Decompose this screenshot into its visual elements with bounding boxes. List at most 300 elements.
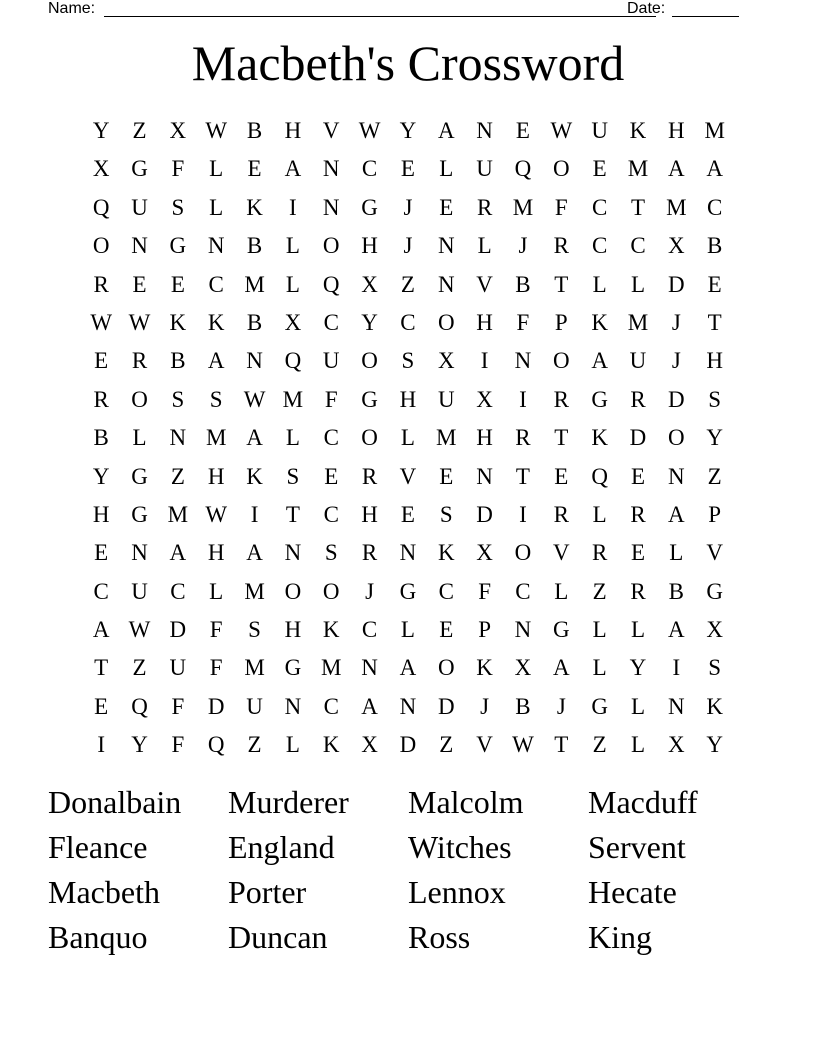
grid-cell: Q	[284, 348, 302, 374]
grid-cell: K	[246, 194, 263, 220]
grid-cell: A	[668, 501, 685, 527]
grid-cell: O	[437, 655, 455, 681]
grid-cell: G	[361, 194, 378, 220]
grid-cell: G	[399, 578, 417, 604]
grid-cell: E	[94, 540, 109, 566]
grid-cell: J	[403, 233, 413, 259]
grid-cell: K	[322, 732, 340, 758]
grid-cell: D	[476, 501, 493, 527]
grid-cell: N	[668, 463, 685, 489]
grid-cell: I	[289, 194, 297, 220]
grid-cell: E	[554, 463, 569, 489]
grid-cell: N	[322, 156, 340, 182]
grid-cell: Z	[400, 271, 415, 297]
grid-cell: B	[515, 693, 531, 719]
grid-cell: X	[437, 348, 455, 374]
grid-cell: N	[207, 233, 225, 259]
grid-cell: B	[170, 348, 186, 374]
grid-cell: V	[399, 463, 417, 489]
grid-cell: O	[131, 386, 148, 412]
grid-cell: Y	[361, 309, 378, 335]
grid-cell: T	[515, 463, 530, 489]
grid-cell: N	[284, 693, 302, 719]
grid-cell: R	[515, 425, 531, 451]
grid-row	[82, 649, 734, 687]
grid-cell: H	[207, 540, 225, 566]
grid-cell: E	[94, 693, 109, 719]
grid-cell: V	[552, 540, 570, 566]
grid-cell: W	[128, 309, 151, 335]
grid-cell: U	[131, 578, 148, 604]
grid-cell: R	[630, 386, 646, 412]
grid-cell: U	[591, 118, 608, 143]
grid-cell: X	[284, 309, 302, 335]
grid-cell: P	[478, 617, 491, 643]
grid-cell: L	[439, 156, 454, 182]
grid-cell: L	[592, 271, 607, 297]
grid-cell: U	[246, 693, 263, 719]
name-field[interactable]	[104, 0, 656, 17]
grid-cell: H	[476, 309, 493, 335]
word-list-item: Ross	[408, 919, 471, 955]
grid-cell: Y	[399, 118, 417, 143]
grid-cell: L	[554, 578, 569, 604]
word-list-item: England	[228, 829, 335, 865]
grid-cell: B	[668, 578, 684, 604]
grid-cell: W	[243, 386, 266, 412]
grid-cell: W	[550, 118, 573, 143]
grid-cell: C	[323, 501, 339, 527]
grid-cell: L	[630, 732, 646, 758]
grid-cell: A	[706, 156, 723, 182]
grid-cell: S	[171, 386, 185, 412]
grid-cell: G	[591, 693, 608, 719]
grid-cell: M	[167, 501, 189, 527]
grid-cell: O	[437, 309, 455, 335]
grid-cell: T	[554, 732, 569, 758]
grid-cell: S	[708, 386, 722, 412]
grid-cell: L	[630, 617, 646, 643]
grid-cell: O	[284, 578, 302, 604]
word-list-item: Fleance	[48, 829, 148, 865]
grid-cell: L	[285, 425, 300, 451]
grid-cell: K	[437, 540, 455, 566]
grid-row	[82, 458, 734, 496]
grid-cell: B	[515, 271, 531, 297]
grid-cell: X	[514, 655, 532, 681]
grid-cell: T	[630, 194, 646, 220]
grid-cell: I	[672, 655, 681, 681]
word-list-item: Macbeth	[48, 874, 160, 910]
grid-cell: L	[592, 617, 607, 643]
grid-cell: I	[97, 732, 105, 758]
grid-cell: N	[437, 271, 455, 297]
grid-cell: N	[399, 540, 417, 566]
grid-cell: C	[361, 156, 378, 182]
grid-cell: E	[400, 156, 415, 182]
grid-cell: S	[439, 501, 453, 527]
letter-grid	[82, 112, 734, 765]
grid-cell: M	[666, 194, 687, 220]
grid-cell: W	[512, 732, 534, 758]
grid-cell: A	[437, 118, 455, 143]
grid-cell: V	[322, 118, 340, 143]
word-list-item: Malcolm	[408, 784, 524, 820]
word-list-item: Murderer	[228, 784, 349, 820]
grid-cell: G	[706, 578, 723, 604]
grid-row	[82, 304, 734, 342]
grid-cell: L	[630, 693, 646, 719]
grid-row	[82, 573, 734, 611]
grid-cell: W	[128, 617, 151, 643]
grid-row	[82, 189, 734, 227]
date-field[interactable]	[672, 0, 739, 17]
grid-cell: X	[92, 156, 110, 182]
grid-cell: C	[438, 578, 454, 604]
grid-cell: H	[361, 501, 378, 527]
grid-cell: X	[361, 732, 378, 758]
grid-cell: H	[706, 348, 723, 374]
grid-cell: F	[516, 309, 530, 335]
grid-cell: J	[518, 233, 528, 259]
grid-cell: X	[668, 732, 685, 758]
grid-cell: M	[512, 194, 534, 220]
grid-cell: S	[248, 617, 261, 643]
grid-cell: N	[399, 693, 417, 719]
grid-row	[82, 419, 734, 457]
grid-cell: H	[361, 233, 378, 259]
grid-cell: V	[476, 271, 493, 297]
grid-cell: O	[322, 578, 340, 604]
page-title: Macbeth's Crossword	[191, 35, 625, 91]
grid-cell: A	[92, 617, 110, 643]
grid-cell: E	[132, 271, 147, 297]
grid-cell: N	[476, 118, 493, 143]
grid-row	[82, 342, 734, 380]
grid-cell: Z	[247, 732, 262, 758]
grid-cell: T	[285, 501, 300, 527]
grid-cell: C	[323, 425, 339, 451]
grid-cell: X	[668, 233, 685, 259]
grid-cell: L	[592, 501, 607, 527]
grid-cell: A	[246, 540, 263, 566]
grid-cell: R	[630, 578, 646, 604]
grid-cell: D	[668, 271, 685, 297]
grid-cell: I	[250, 501, 259, 527]
grid-cell: D	[169, 617, 187, 643]
grid-cell: E	[439, 463, 454, 489]
grid-row	[82, 726, 734, 764]
grid-cell: X	[361, 271, 378, 297]
grid-row	[82, 150, 734, 188]
grid-cell: F	[171, 156, 185, 182]
grid-cell: G	[131, 156, 148, 182]
word-list-item: Banquo	[48, 919, 148, 955]
grid-cell: Z	[132, 655, 147, 681]
grid-cell: N	[514, 348, 532, 374]
grid-cell: H	[476, 425, 493, 451]
grid-cell: A	[361, 693, 378, 719]
grid-cell: S	[401, 348, 415, 374]
grid-cell: C	[323, 693, 339, 719]
grid-cell: Y	[92, 118, 110, 143]
grid-cell: O	[552, 348, 570, 374]
word-list-item: Porter	[228, 874, 307, 910]
grid-cell: L	[209, 578, 224, 604]
grid-cell: G	[169, 233, 187, 259]
grid-cell: F	[554, 194, 568, 220]
grid-cell: Y	[706, 425, 723, 451]
grid-cell: W	[358, 118, 381, 143]
grid-cell: O	[322, 233, 340, 259]
grid-cell: B	[707, 233, 723, 259]
grid-cell: Q	[207, 732, 225, 758]
grid-cell: E	[707, 271, 722, 297]
grid-cell: L	[285, 233, 300, 259]
grid-cell: R	[361, 463, 378, 489]
grid-cell: K	[322, 617, 340, 643]
grid-cell: Q	[514, 156, 532, 182]
grid-cell: Y	[92, 463, 110, 489]
grid-cell: J	[403, 194, 413, 220]
grid-cell: U	[131, 194, 148, 220]
word-list-item: Lennox	[408, 874, 506, 910]
grid-cell: A	[552, 655, 570, 681]
grid-cell: J	[365, 578, 375, 604]
grid-cell: X	[169, 118, 187, 143]
grid-cell: H	[207, 463, 225, 489]
grid-cell: L	[669, 540, 684, 566]
grid-cell: N	[361, 655, 378, 681]
grid-cell: E	[515, 118, 530, 143]
grid-cell: N	[437, 233, 455, 259]
grid-cell: H	[399, 386, 417, 412]
grid-cell: F	[171, 732, 185, 758]
grid-cell: E	[94, 348, 109, 374]
grid-cell: S	[324, 540, 338, 566]
grid-cell: R	[361, 540, 378, 566]
grid-cell: S	[209, 386, 223, 412]
grid-cell: O	[552, 156, 570, 182]
word-list-item: King	[588, 919, 652, 955]
grid-cell: C	[591, 233, 608, 259]
grid-cell: M	[704, 118, 725, 143]
grid-cell: A	[246, 425, 263, 451]
grid-cell: C	[323, 309, 339, 335]
grid-cell: C	[515, 578, 531, 604]
grid-cell: A	[591, 348, 608, 374]
grid-row	[82, 534, 734, 572]
grid-cell: O	[92, 233, 110, 259]
grid-cell: M	[244, 271, 265, 297]
grid-cell: Z	[170, 463, 185, 489]
grid-cell: T	[554, 271, 569, 297]
grid-cell: Q	[591, 463, 608, 489]
grid-cell: C	[361, 617, 378, 643]
grid-cell: E	[439, 617, 454, 643]
grid-cell: U	[437, 386, 455, 412]
grid-cell: N	[668, 693, 685, 719]
grid-cell: U	[169, 655, 187, 681]
grid-cell: M	[244, 578, 265, 604]
grid-cell: A	[399, 655, 417, 681]
grid-cell: F	[209, 617, 223, 643]
grid-cell: X	[476, 540, 493, 566]
grid-cell: N	[514, 617, 532, 643]
word-list-item: Witches	[408, 829, 512, 865]
grid-cell: A	[207, 348, 225, 374]
word-list-item: Donalbain	[48, 784, 182, 820]
grid-cell: C	[707, 194, 723, 220]
grid-cell: O	[668, 425, 685, 451]
grid-cell: G	[361, 386, 378, 412]
grid-cell: R	[591, 540, 608, 566]
grid-cell: K	[591, 425, 608, 451]
grid-cell: H	[284, 617, 302, 643]
grid-cell: W	[205, 118, 228, 143]
grid-cell: Z	[592, 578, 607, 604]
grid-cell: T	[707, 309, 722, 335]
grid-cell: B	[246, 233, 263, 259]
grid-cell: G	[131, 463, 148, 489]
grid-cell: H	[668, 118, 685, 143]
grid-row	[82, 112, 734, 150]
grid-cell: S	[708, 655, 722, 681]
grid-cell: O	[361, 348, 378, 374]
grid-cell: G	[131, 501, 148, 527]
grid-cell: R	[553, 233, 569, 259]
grid-cell: Q	[322, 271, 340, 297]
grid-cell: D	[399, 732, 417, 758]
grid-cell: D	[437, 693, 455, 719]
grid-cell: F	[478, 578, 491, 604]
grid-cell: Z	[592, 732, 607, 758]
grid-cell: P	[708, 501, 722, 527]
grid-cell: Q	[131, 693, 148, 719]
grid-row	[82, 688, 734, 726]
grid-cell: K	[169, 309, 187, 335]
grid-cell: X	[706, 617, 723, 643]
grid-cell: M	[205, 425, 227, 451]
grid-cell: F	[209, 655, 223, 681]
grid-cell: B	[246, 309, 263, 335]
grid-cell: L	[285, 732, 300, 758]
grid-cell: E	[630, 540, 646, 566]
grid-row	[82, 381, 734, 419]
grid-cell: C	[400, 309, 416, 335]
grid-cell: V	[476, 732, 493, 758]
grid-cell: R	[93, 386, 109, 412]
grid-cell: N	[131, 540, 148, 566]
grid-cell: L	[209, 156, 224, 182]
grid-cell: E	[592, 156, 607, 182]
grid-cell: M	[321, 655, 342, 681]
grid-cell: C	[591, 194, 608, 220]
grid-row	[82, 496, 734, 534]
name-label: Name:	[48, 0, 96, 17]
grid-cell: P	[554, 309, 568, 335]
grid-cell: C	[208, 271, 224, 297]
grid-cell: E	[630, 463, 646, 489]
grid-cell: Y	[629, 655, 647, 681]
grid-cell: K	[629, 118, 647, 143]
grid-cell: L	[209, 194, 224, 220]
grid-cell: O	[361, 425, 378, 451]
grid-cell: Q	[92, 194, 110, 220]
grid-cell: L	[285, 271, 300, 297]
grid-cell: Y	[131, 732, 148, 758]
grid-cell: A	[284, 156, 302, 182]
date-label: Date:	[627, 0, 666, 17]
grid-cell: N	[246, 348, 263, 374]
grid-cell: L	[630, 271, 646, 297]
grid-cell: J	[556, 693, 566, 719]
grid-cell: N	[322, 194, 340, 220]
grid-cell: B	[93, 425, 109, 451]
grid-cell: D	[668, 386, 685, 412]
grid-cell: R	[476, 194, 493, 220]
grid-cell: Z	[132, 118, 147, 143]
grid-cell: A	[668, 617, 685, 643]
grid-cell: U	[476, 156, 493, 182]
grid-row	[82, 266, 734, 304]
word-list-item: Duncan	[228, 919, 328, 955]
grid-cell: C	[630, 233, 646, 259]
grid-row	[82, 611, 734, 649]
header	[48, 0, 740, 20]
grid-cell: I	[519, 501, 527, 527]
grid-cell: V	[706, 540, 723, 566]
grid-cell: E	[247, 156, 262, 182]
grid-cell: K	[476, 655, 493, 681]
grid-cell: J	[480, 693, 490, 719]
grid-cell: E	[400, 501, 415, 527]
grid-cell: S	[171, 194, 185, 220]
word-list-item: Hecate	[588, 874, 677, 910]
grid-cell: W	[205, 501, 228, 527]
grid-cell: W	[90, 309, 113, 335]
grid-cell: U	[322, 348, 340, 374]
grid-cell: M	[436, 425, 457, 451]
grid-cell: D	[207, 693, 225, 719]
grid-cell: Z	[439, 732, 454, 758]
grid-cell: F	[171, 693, 185, 719]
grid-cell: G	[284, 655, 302, 681]
grid-cell: A	[169, 540, 187, 566]
grid-cell: G	[591, 386, 608, 412]
grid-cell: Z	[707, 463, 722, 489]
grid-cell: I	[480, 348, 489, 374]
word-list-item: Servent	[588, 829, 686, 865]
grid-cell: L	[477, 233, 492, 259]
grid-cell: H	[284, 118, 302, 143]
grid-row	[82, 227, 734, 265]
grid-cell: R	[93, 271, 109, 297]
grid-cell: N	[476, 463, 493, 489]
grid-cell: G	[552, 617, 570, 643]
grid-cell: D	[629, 425, 647, 451]
grid-cell: N	[131, 233, 148, 259]
grid-cell: N	[284, 540, 302, 566]
grid-cell: E	[324, 463, 339, 489]
grid-cell: M	[244, 655, 265, 681]
grid-cell: A	[668, 156, 685, 182]
word-list-item: Macduff	[588, 784, 698, 820]
grid-cell: H	[92, 501, 110, 527]
grid-cell: O	[514, 540, 532, 566]
grid-cell: B	[246, 118, 263, 143]
grid-cell: L	[592, 655, 607, 681]
